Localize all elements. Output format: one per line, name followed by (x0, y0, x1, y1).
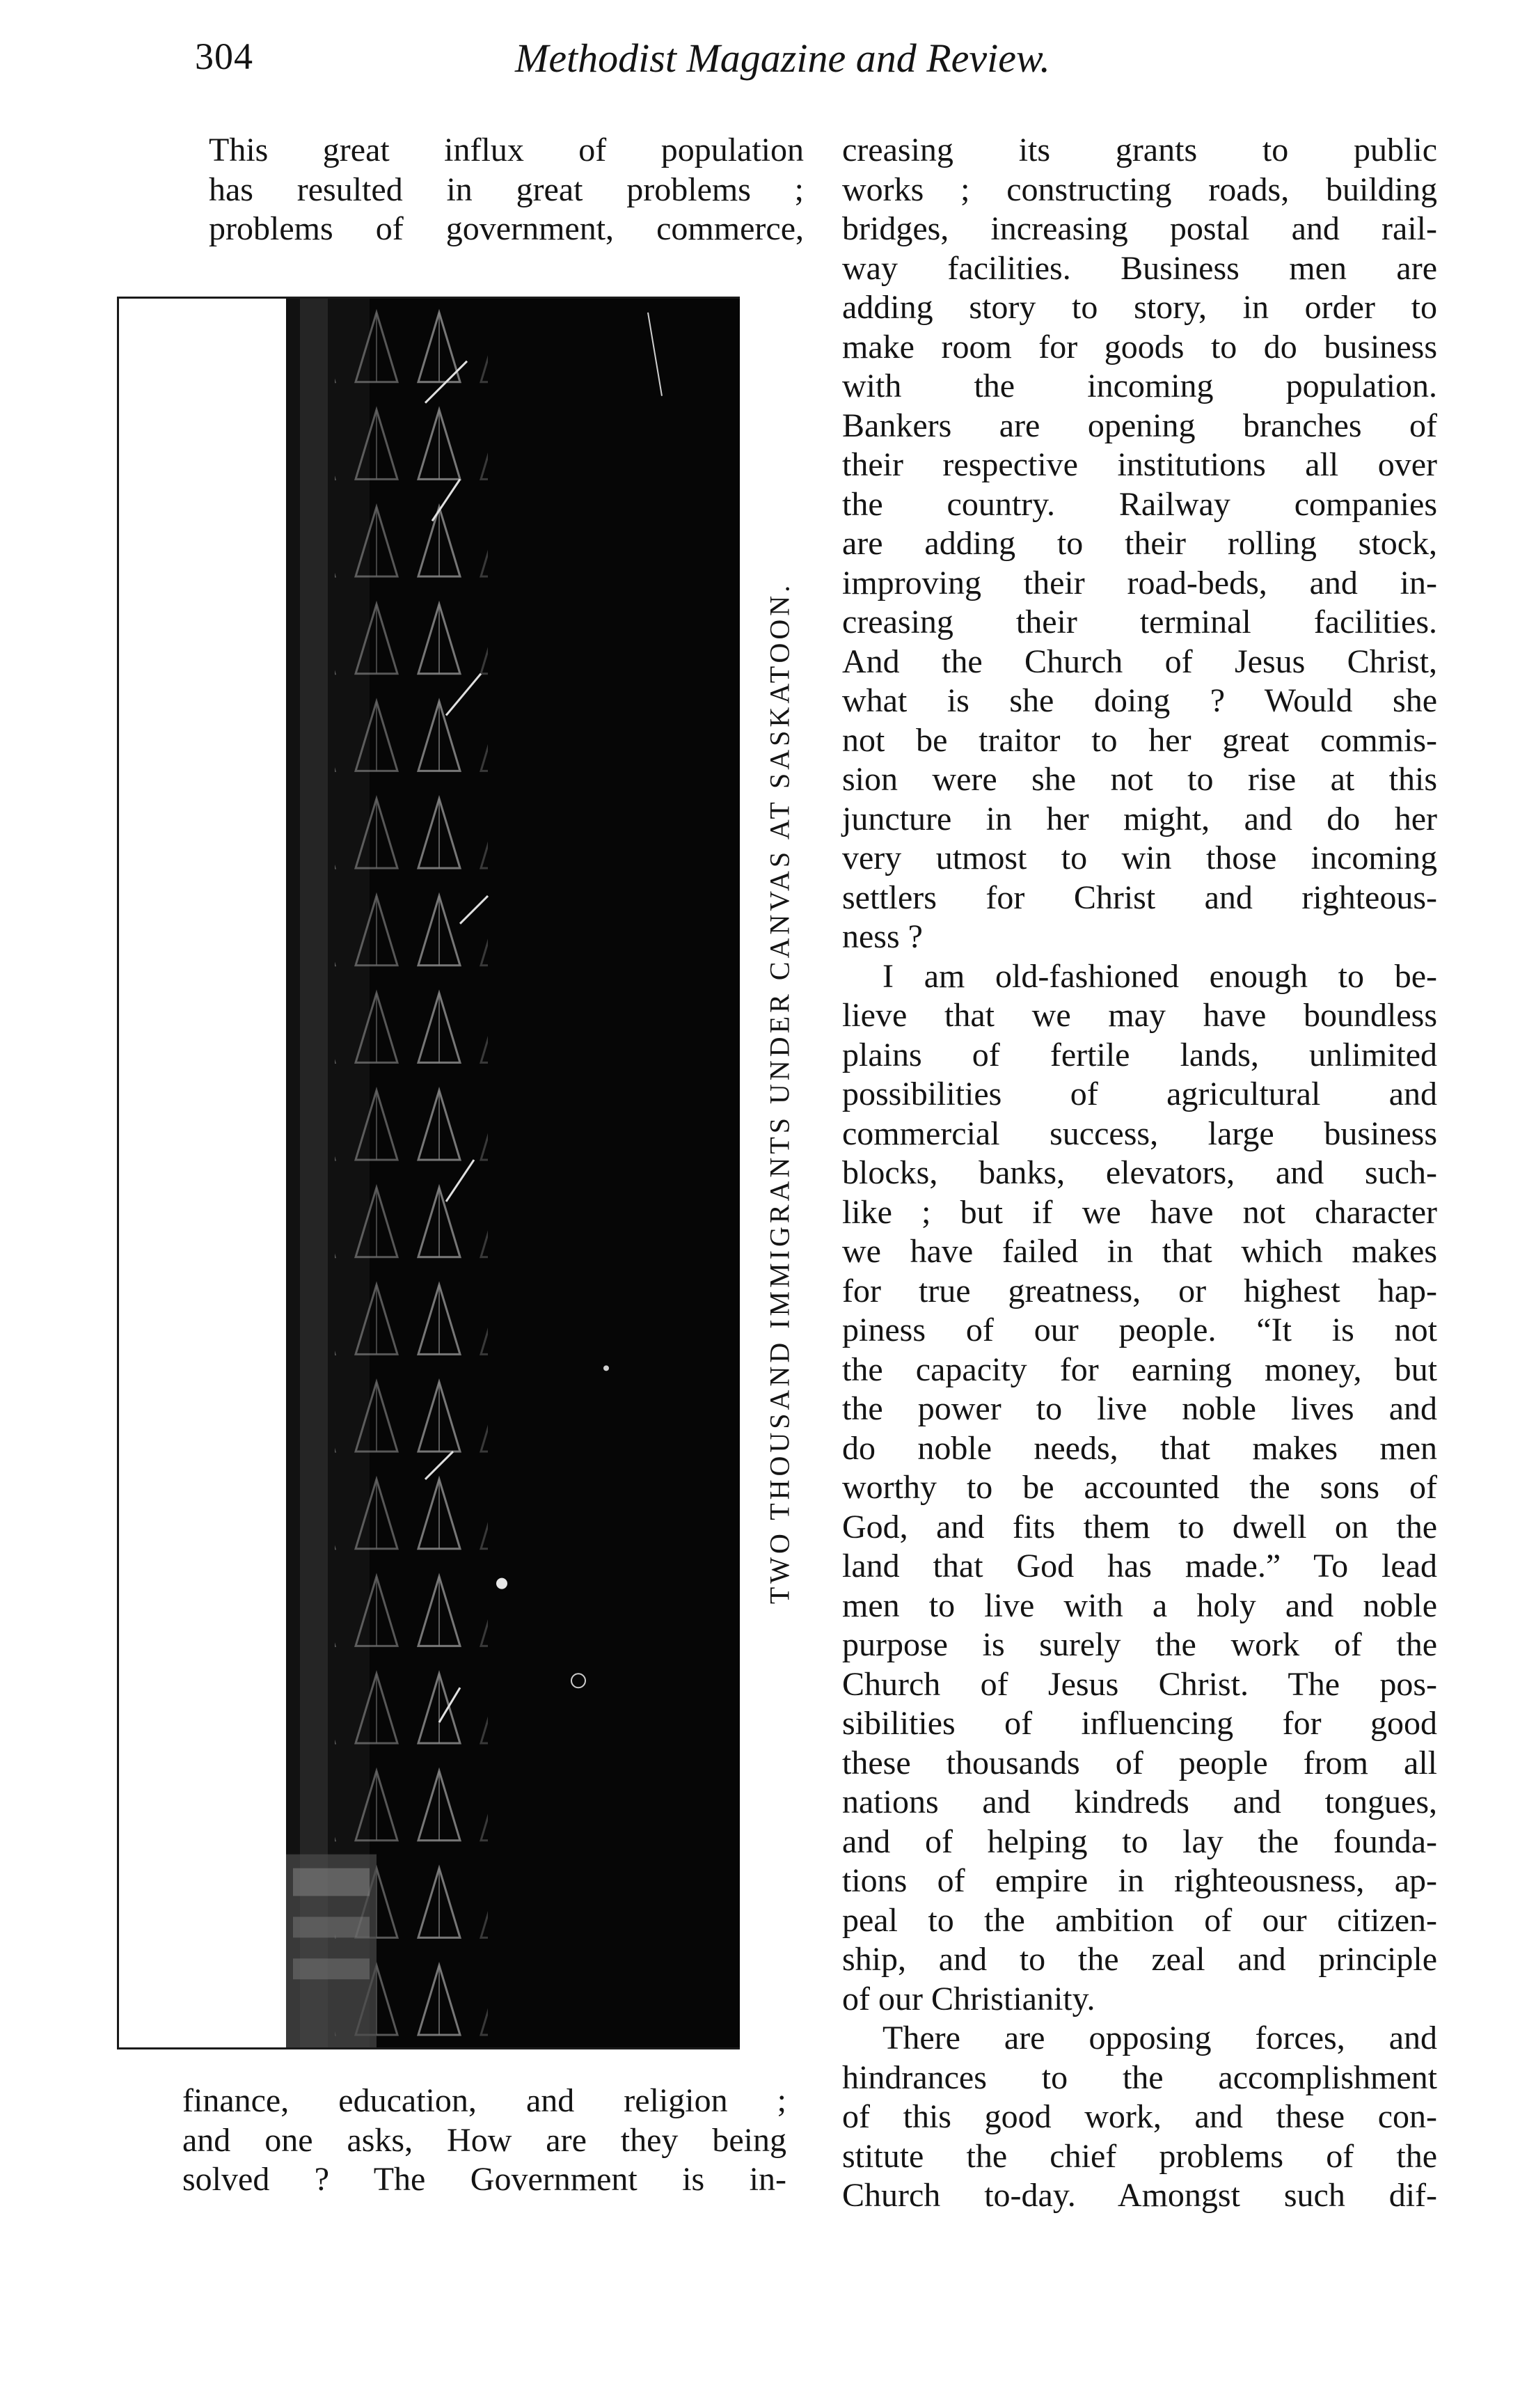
text-line: worthy to be accounted the sons of (842, 1469, 1437, 1506)
text-line: very utmost to win those incoming (842, 840, 1437, 876)
text-line: lieve that we may have boundless (842, 997, 1437, 1034)
text-line: of our Christianity. (842, 1980, 1095, 2017)
text-line: I am old-fashioned enough to be- (882, 957, 1437, 995)
text-line: sion were she not to rise at this (842, 761, 1437, 798)
text-line: sibilities of influencing for good (842, 1705, 1437, 1742)
text-line: problems of government, commerce, (209, 210, 804, 247)
text-line: hindrances to the accomplishment (842, 2059, 1437, 2096)
text-line: And the Church of Jesus Christ, (842, 643, 1437, 680)
text-line: and of helping to lay the founda- (842, 1823, 1437, 1860)
text-line: not be traitor to her great commis- (842, 721, 1437, 759)
text-line: the capacity for earning money, but (842, 1351, 1437, 1388)
text-line: like ; but if we have not character (842, 1193, 1437, 1231)
figure-caption-wrap (752, 459, 807, 1726)
figure-caption: TWO THOUSAND IMMIGRANTS UNDER CANVAS AT SASKATOON. (763, 581, 795, 1605)
text-line: we have failed in that which makes (842, 1233, 1437, 1270)
text-line: piness of our people. “It is not (842, 1312, 1437, 1348)
text-line: the power to live noble lives and (842, 1390, 1437, 1427)
text-line: stitute the chief problems of the (842, 2137, 1437, 2175)
text-line: settlers for Christ and righteous- (842, 879, 1437, 916)
text-line: are adding to their rolling stock, (842, 525, 1437, 562)
text-line: creasing its grants to public (842, 132, 1437, 168)
text-line: what is she doing ? Would she (842, 682, 1437, 719)
text-line: blocks, banks, elevators, and such- (842, 1154, 1437, 1191)
text-line: for true greatness, or highest hap- (842, 1272, 1437, 1309)
photo-texture (286, 299, 740, 2047)
text-line: adding story to story, in order to (842, 289, 1437, 326)
text-line: commercial success, large business (842, 1115, 1437, 1152)
page-header (0, 28, 1536, 91)
left-column-top (209, 131, 804, 249)
left-column-bottom (182, 2082, 786, 2200)
text-line: men to live with a holy and noble (842, 1587, 1437, 1624)
text-line: ness ? (842, 918, 923, 955)
text-line: plains of fertile lands, unlimited (842, 1036, 1437, 1073)
text-line: God, and fits them to dwell on the (842, 1508, 1437, 1545)
text-line: tions of empire in righteousness, ap- (842, 1862, 1437, 1899)
text-line: possibilities of agricultural and (842, 1076, 1437, 1112)
text-line: way facilities. Business men are (842, 249, 1437, 287)
text-line: Church to-day. Amongst such dif- (842, 2177, 1437, 2214)
text-line: nations and kindreds and tongues, (842, 1784, 1437, 1820)
text-line: these thousands of people from all (842, 1744, 1437, 1781)
text-line: works ; constructing roads, building (842, 171, 1437, 208)
text-line: purpose is surely the work of the (842, 1626, 1437, 1663)
text-line: their respective institutions all over (842, 446, 1437, 483)
text-line: There are opposing forces, and (882, 2020, 1437, 2056)
text-line: juncture in her might, and do her (842, 800, 1437, 837)
text-line: the country. Railway companies (842, 485, 1437, 523)
text-line: Bankers are opening branches of (842, 407, 1437, 444)
text-line: of this good work, and these con- (842, 2098, 1437, 2135)
text-line: make room for goods to do business (842, 328, 1437, 365)
photo-figure (117, 297, 740, 2049)
right-column (842, 131, 1437, 2216)
text-line: creasing their terminal facilities. (842, 604, 1437, 640)
text-line: bridges, increasing postal and rail- (842, 210, 1437, 247)
text-line: Church of Jesus Christ. The pos- (842, 1665, 1437, 1703)
text-line: peal to the ambition of our citizen- (842, 1901, 1437, 1939)
page-number: 304 (195, 36, 253, 77)
text-line: This great influx of population (209, 132, 804, 168)
text-line: with the incoming population. (842, 368, 1437, 404)
text-line: has resulted in great problems ; (209, 171, 804, 208)
text-line: do noble needs, that makes men (842, 1429, 1437, 1467)
text-line: finance, education, and religion ; (182, 2082, 786, 2119)
text-line: solved ? The Government is in- (182, 2161, 786, 2198)
running-title: Methodist Magazine and Review. (515, 36, 1050, 81)
text-line: and one asks, How are they being (182, 2121, 786, 2159)
immigrant-camp-photo (286, 299, 740, 2047)
text-line: ship, and to the zeal and principle (842, 1941, 1437, 1978)
text-line: improving their road-beds, and in- (842, 564, 1437, 601)
text-line: land that God has made.” To lead (842, 1548, 1437, 1584)
